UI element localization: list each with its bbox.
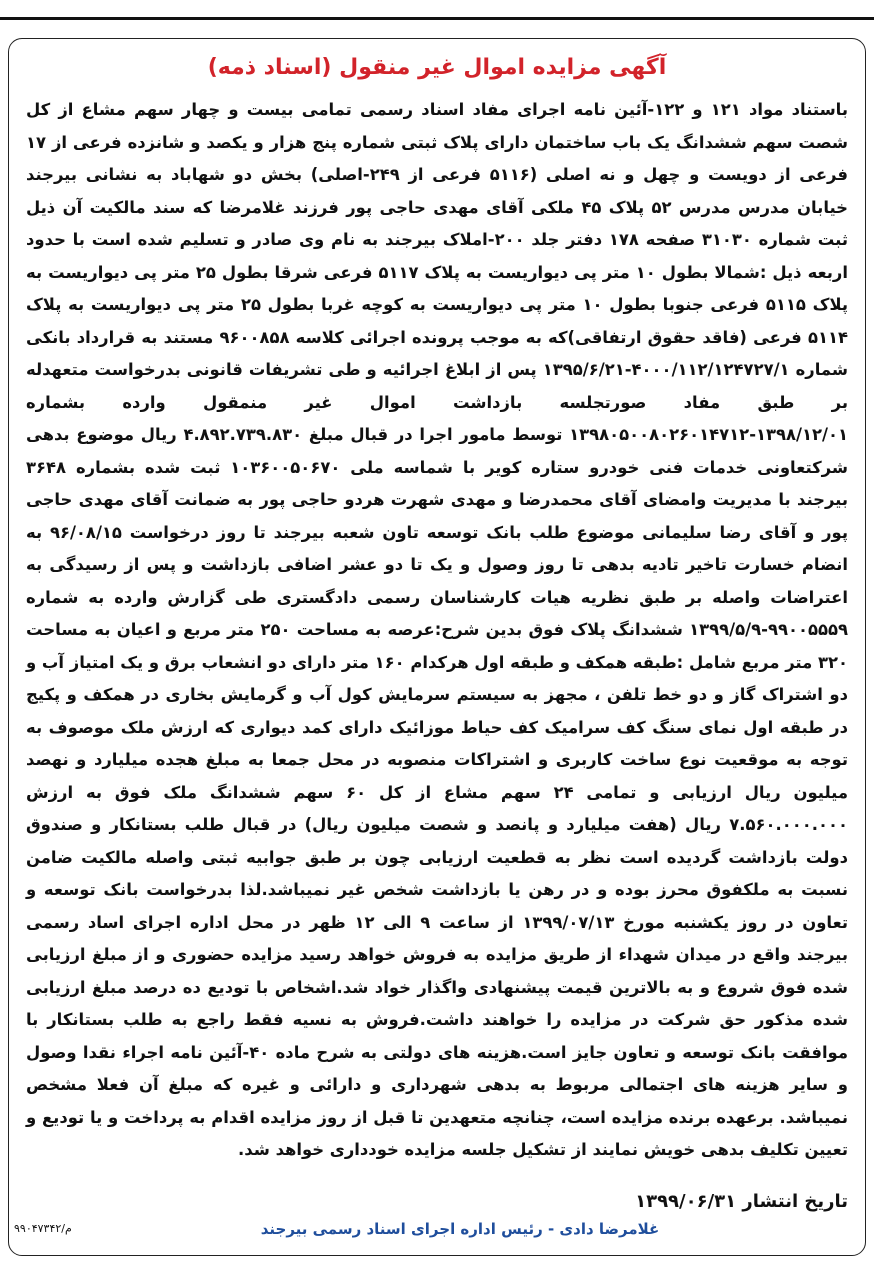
signature: غلامرضا دادی - رئیس اداره اجرای اسناد رسمی بیرجند bbox=[260, 1220, 660, 1238]
top-border-rule bbox=[0, 0, 874, 20]
notice-title: آگهی مزایده اموال غیر منقول (اسناد ذمه) bbox=[207, 55, 667, 80]
notice-body: باستناد مواد ۱۲۱ و ۱۲۲-آئین نامه اجرای مفاد اسناد رسمی تمامی بیست و چهار سهم مشاع از کل شصت سهم ششدانگ یک باب ساختمان دارای پلاک ثبتی شماره پنج هزار و یکصد و شانزده فرعی از ۱۷ فرعی از دویست و چهل و نه اصلی (۵۱۱۶ فرعی از ۲۴۹-اصلی) بخش دو شهاباد به نشانی بیرجند خیابان مدرس مدرس ۵۲ پلاک ۴۵ ملکی آقای مهدی حاجی پور فرزند غلامرضا که سند مالکیت آن ذیل ثبت شماره ۳۱۰۳۰ صفحه ۱۷۸ دفتر جلد ۲۰۰-املاک بیرجند به نام وی صادر و تسلیم شده است با حدود اربعه ذیل :شمالا بطول ۱۰ متر پی دیواریست به پلاک ۵۱۱۷ فرعی شرقا بطول ۲۵ متر پی دیواریست به پلاک ۵۱۱۵ فرعی جنوبا بطول ۱۰ متر پی دیواریست به کوچه غربا بطول ۲۵ متر پی دیواریست به پلاک ۵۱۱۴ فرعی (فاقد حقوق ارتفاقی)که به موجب پرونده اجرائی کلاسه ۹۶۰۰۸۵۸ مستند به قرارداد بانکی شماره ۴۰۰۰/۱۱۲/۱۲۴۷۲۷/۱-۱۳۹۵/۶/۲۱ پس از ابلاغ اجرائیه و طی تشریفات قانونی بدرخواست متعهدله بر طبق مفاد صورتجلسه بازداشت اموال غیر منمقول وارده بشماره ۱۳۹۸/۱۲/۰۱-۱۳۹۸۰۵۰۰۸۰۲۶۰۱۴۷۱۲ توسط مامور اجرا در قبال مبلغ ۴.۸۹۲.۷۳۹.۸۳۰ ریال موضوع بدهی شرکتعاونی خدمات فنی خودرو ستاره کویر با شماسه ملی ۱۰۳۶۰۰۵۰۶۷۰ ثبت شده بشماره ۳۶۴۸ بیرجند با مدیریت وامضای آقای محمدرضا و مهدی شهرت هردو حاجی پور به ضمانت آقای مهدی حاجی پور و آقای رضا سلیمانی موضوع طلب بانک توسعه تاون شعبه بیرجند تا روز درخواست ۹۶/۰۸/۱۵ به انضام خسارت تاخیر تادیه بدهی تا روز وصول و یک تا دو عشر اضافی بازداشت و پس از رسیدگی به اعتراضات واصله بر طبق نظریه هیات کارشناسان رسمی دادگستری طی گزارش وارده به شماره ۹۹۰۰۵۵۵۹-۱۳۹۹/۵/۹ ششدانگ پلاک فوق بدین شرح:عرصه به مساحت ۲۵۰ متر مربع و اعیان به مساحت ۳۲۰ متر مربع شامل :طبقه همکف و طبقه اول هرکدام ۱۶۰ متر دارای دو انشعاب برق و یک امتیاز آب و دو اشتراک گاز و دو خط تلفن ، مجهز به سیستم سرمایش کول آب و گرمایش بخاری در همکف و پکیج در طبقه اول نمای سنگ کف سرامیک کف حیاط موزائیک دارای کمد دیواری که ارزش ملک موصوف به توجه به موقعیت نوع ساخت کاربری و اشتراکات منصوبه در محل جمعا به مبلغ هجده میلیارد و نهصد میلیون ریال ارزیابی و تمامی ۲۴ سهم مشاع از کل ۶۰ سهم ششدانگ ملک فوق به ارزش ۷.۵۶۰.۰۰۰.۰۰۰ ریال (هفت میلیارد و پانصد و شصت میلیون ریال) در قبال طلب بستانکار و صندوق دولت بازداشت گردیده است نظر به قطعیت ارزیابی چون بر طبق جوابیه ثبتی واصله مالکیت ضامن نسبت به ملکفوق محرز بوده و در رهن یا بازداشت شخص غیر نمیباشد.لذا بدرخواست بانک توسعه و تعاون در روز یکشنبه مورخ ۱۳۹۹/۰۷/۱۳ از ساعت ۹ الی ۱۲ ظهر در محل اداره اجرای اساد رسمی بیرجند واقع در میدان شهداء از طریق مزایده به فروش خواهد رسید مزایده حضوری و از مبلغ ارزیابی شده فوق شروع و به بالاترین قیمت پیشنهادی واگذار خواد شد.اشخاص با تودیع ده درصد مبلغ ارزیابی شده مذکور حق شرکت در مزایده را خواهند داشت.فروش به نسیه فقط راجع به طلب بستانکار با موافقت بانک توسعه و تعاون جایز است.هزینه های دولتی به شرح ماده ۴۰-آئین نامه اجراء نقدا وصول و سایر هزینه های اجتمالی مربوط به بدهی شهرداری و دارائی و غیره که مبلغ آن فعلا مشخص نمیباشد. برعهده برنده مزایده است، چنانچه متعهدین تا قبل از روز مزایده اقدام به پرداخت و یا تودیع و تعیین تکلیف بدهی خویش نمایند از تشکیل جلسه مزایده خودداری خواهد شد. bbox=[26, 100, 849, 1159]
ad-code: م/۹۹۰۴۷۳۴۲ bbox=[14, 1222, 72, 1235]
publication-date: تاریخ انتشار ۱۳۹۹/۰۶/۳۱ bbox=[635, 1191, 848, 1212]
